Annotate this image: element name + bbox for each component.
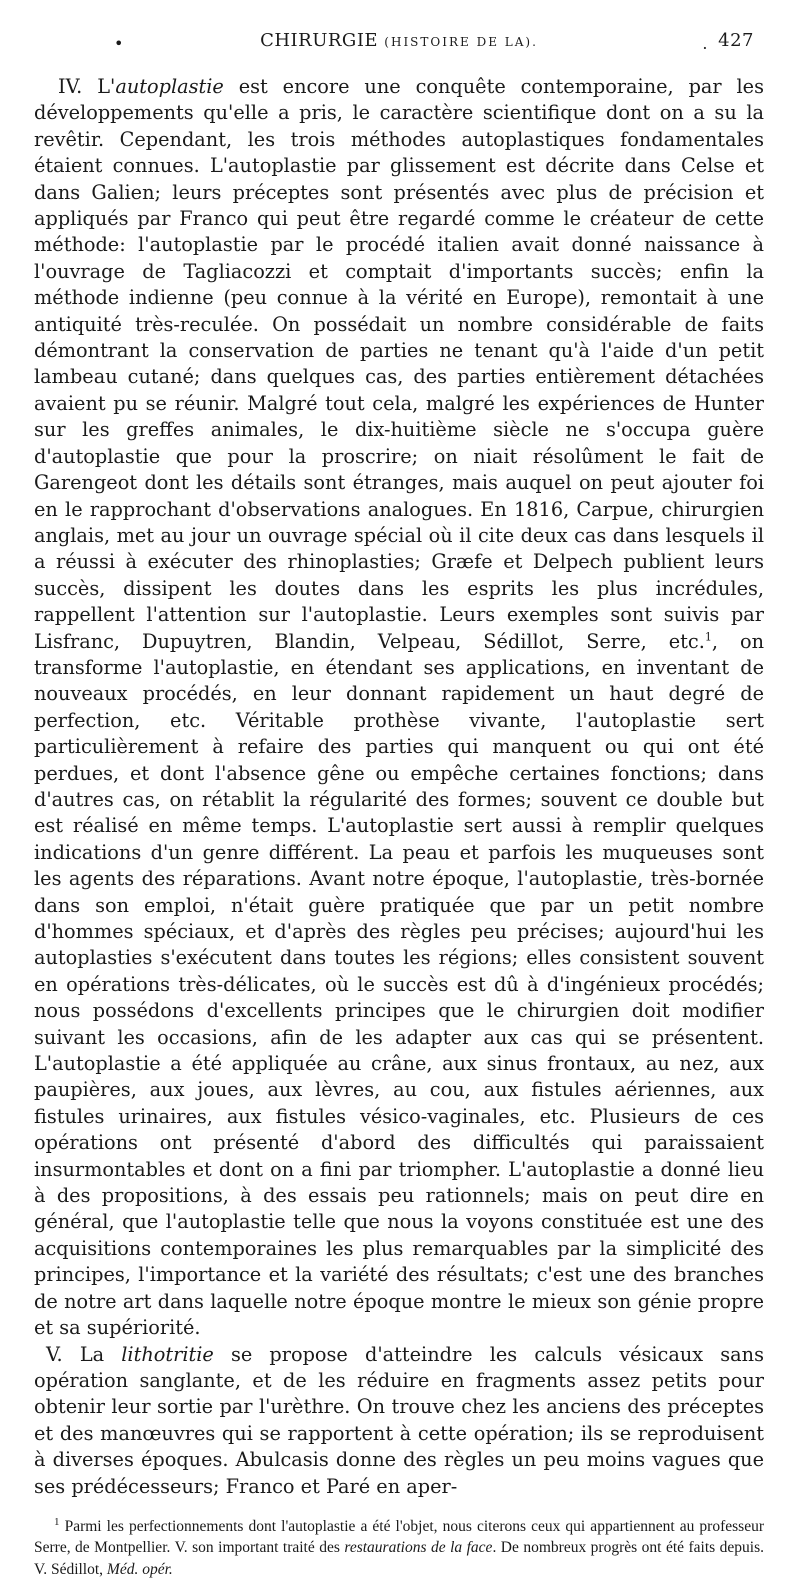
footnote-italic-2: Méd. opér. [106, 1560, 173, 1578]
header-title-small: (HISTOIRE DE LA). [384, 35, 538, 49]
header-bullet-left: • [114, 34, 124, 53]
running-header [34, 28, 764, 68]
page-number: 427 [718, 30, 754, 51]
section-iv-numeral: IV. [58, 75, 83, 98]
main-text [34, 74, 764, 1500]
section-v-text: se propose d'atteindre les calculs vésicaux sans opération sanglante, et de les réduire en fragments assez petits pour obtenir leur sortie par l'urèthre. On trouve chez les anciens des préceptes et des manœuvres qui se rapportent à cette opération; ils se reproduisent à diverses époques. Abulcasis donne des règles un peu moins vagues que ses prédécesseurs; Franco et Paré en aper- [34, 1342, 764, 1498]
section-iv-paragraph [34, 74, 764, 1342]
section-iv-text-1: est encore une conquête contemporaine, par les développements qu'elle a pris, le caractère scientifique dont on a su la revêtir. Cependant, les trois méthodes autoplastiques fondamentales étaient connues. L'autoplastie par glissement est décrite dans Celse et dans Galien; leurs préceptes sont présentés avec plus de précision et appliqués par Franco qui peut être regardé comme le créateur de cette méthode: l'autoplastie par le procédé italien avait donné naissance à l'ouvrage de Tagliacozzi et comptait d'importants succès; enfin la méthode indienne (peu connue à la vérité en Europe), remontait à une antiquité très-reculée. On possédait un nombre considérable de faits démontrant la conservation de parties ne tenant qu'à l'aide d'un petit lambeau cutané; dans quelques cas, des parties entièrement détachées avaient pu se réunir. Malgré tout cela, malgré les expériences de Hunter sur les greffes animales, le dix-huitième siècle ne s'occupa guère d'autoplastie que pour la proscrire; on niait résolûment le fait de Garengeot dont les détails sont étranges, mais auquel on peut ajouter foi en le rapprochant d'observations analogues. En 1816, Carpue, chirurgien anglais, met au jour un ouvrage spécial où il cite deux cas dans lesquels il a réussi à exécuter des rhinoplasties; Græfe et Delpech publient leurs succès, dissipent les doutes dans les esprits les plus incrédules, rappellent l'attention sur l'autoplastie. Leurs exemples sont suivis par Lisfranc, Dupuytren, Blandin, Velpeau, Sédillot, Serre, etc. [34, 75, 764, 653]
footnote-marker: 1 [54, 1515, 60, 1528]
section-iv-term: autoplastie [115, 75, 224, 98]
footnote-paragraph [34, 1516, 764, 1580]
footnote [34, 1516, 764, 1580]
section-v-term: lithotritie [121, 1342, 214, 1366]
section-v-paragraph [34, 1342, 764, 1500]
section-iv-text-2: , on transforme l'autoplastie, en étendant ses applications, en inventant de nouveaux procédés, en leur donnant rapidement un haut degré de perfection, etc. Véritable prothèse vivante, l'autoplastie sert particulièrement à refaire des parties qui manquent ou qui ont été perdues, et dont l'absence gêne ou empêche certaines fonctions; dans d'autres cas, on rétablit la régularité des formes; souvent ce double but est réalisé en même temps. L'autoplastie sert aussi à remplir quelques indications d'un genre différent. La peau et parfois les muqueuses sont les agents des réparations. Avant notre époque, l'autoplastie, très-bornée dans son emploi, n'était guère pratiquée que par un petit nombre d'hommes spéciaux, et d'après des règles peu précises; aujourd'hui les autoplasties s'exécutent dans toutes les régions; elles consistent souvent en opérations très-délicates, où le succès est dû à d'ingénieux procédés; nous possédons d'excellents principes que le chirurgien doit modifier suivant les occasions, afin de les adapter aux cas qui se présentent. L'autoplastie a été appliquée au crâne, aux sinus frontaux, au nez, aux paupières, aux joues, aux lèvres, au cou, aux fistules aériennes, aux fistules urinaires, aux fistules vésico-vaginales, etc. Plusieurs de ces opérations ont présenté d'abord des difficultés qui paraissaient insurmontables et dont on a fini par triompher. L'autoplastie a donné lieu à des propositions, à des essais peu rationnels; mais on peut dire en général, que l'autoplastie telle que nous la voyons constituée est une des acquisitions contemporaines les plus remarquables par la simplicité des principes, l'importance et la variété des résultats; c'est une des branches de notre art dans laquelle notre époque montre le mieux son génie propre et sa supériorité. [34, 629, 764, 1340]
header-title [34, 30, 764, 51]
section-iv-lead: L' [97, 75, 116, 98]
header-bullet-right: . [702, 34, 708, 53]
footnote-italic-1: restaurations de la face [344, 1539, 493, 1557]
footnote-reference: 1 [704, 630, 712, 644]
footnote-text-1: Parmi les perfectionnements dont l'autoplastie a été l'objet, nous citerons ceux qui appartiennent au professeur Serre, de Montpellier. V. son important traité des [34, 1517, 764, 1557]
section-v-lead: La [79, 1342, 122, 1366]
section-v-numeral: V. [46, 1342, 63, 1366]
footnote-text-2: . De nombreux progrès ont été faits depuis. V. Sédillot, [34, 1539, 765, 1578]
header-title-main: CHIRURGIE [260, 30, 379, 51]
